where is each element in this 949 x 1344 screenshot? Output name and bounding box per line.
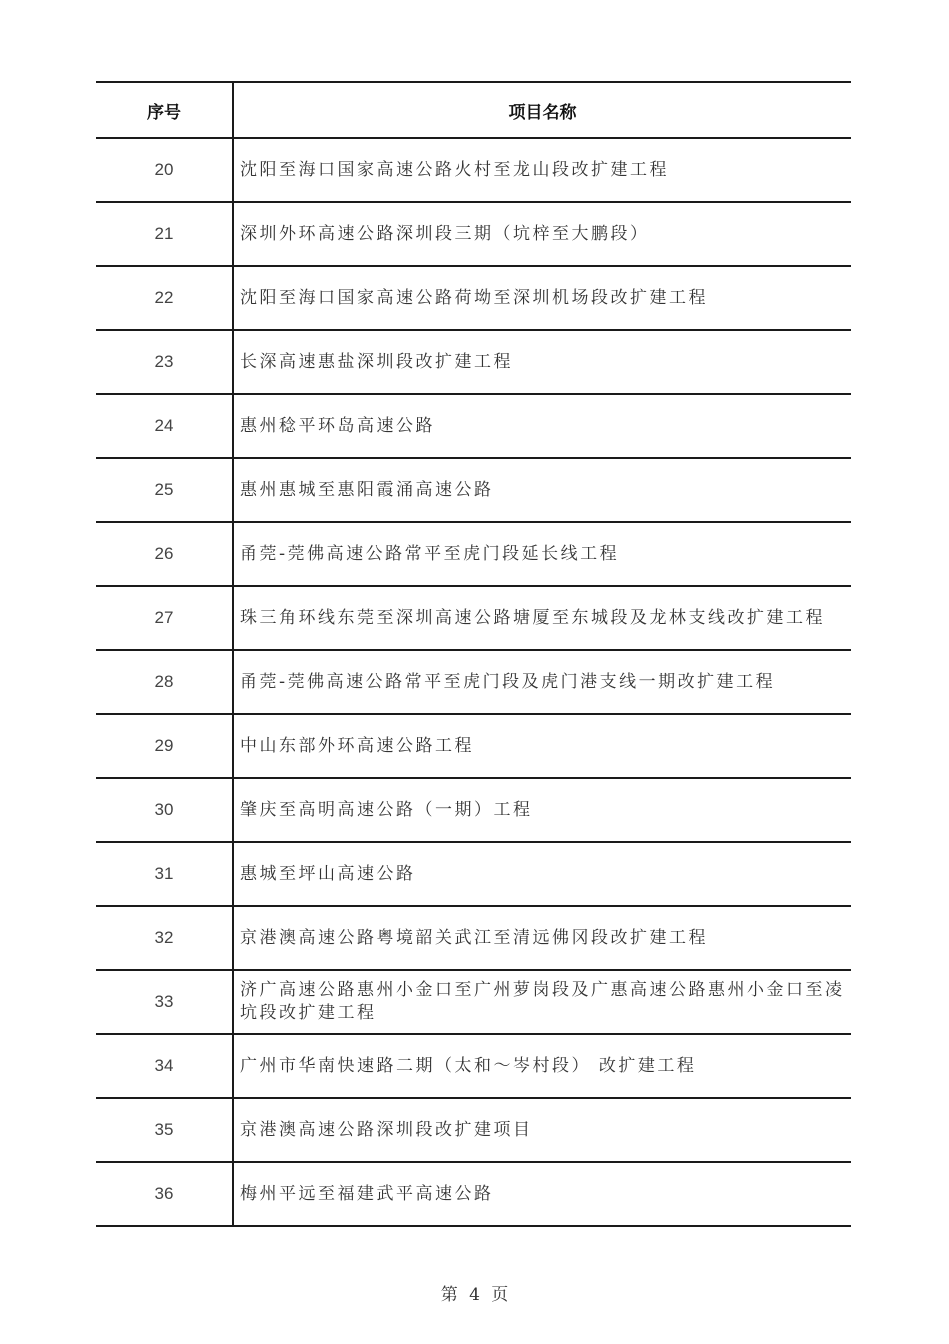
row-project-name: 深圳外环高速公路深圳段三期（坑梓至大鹏段） [233, 202, 851, 266]
row-project-name: 沈阳至海口国家高速公路荷坳至深圳机场段改扩建工程 [233, 266, 851, 330]
row-project-name: 梅州平远至福建武平高速公路 [233, 1162, 851, 1226]
table-row [96, 1162, 851, 1226]
table-row [96, 778, 851, 842]
row-index: 21 [96, 202, 233, 266]
row-project-name: 甬莞-莞佛高速公路常平至虎门段及虎门港支线一期改扩建工程 [233, 650, 851, 714]
row-index: 22 [96, 266, 233, 330]
row-project-name: 京港澳高速公路粤境韶关武江至清远佛冈段改扩建工程 [233, 906, 851, 970]
table-row [96, 1034, 851, 1098]
table-row [96, 1098, 851, 1162]
table-row [96, 266, 851, 330]
table-row [96, 330, 851, 394]
row-project-name: 长深高速惠盐深圳段改扩建工程 [233, 330, 851, 394]
header-project-name: 项目名称 [233, 82, 851, 138]
table-row [96, 970, 851, 1034]
row-index: 23 [96, 330, 233, 394]
row-index: 28 [96, 650, 233, 714]
table-row [96, 458, 851, 522]
table-row [96, 842, 851, 906]
table-row [96, 586, 851, 650]
table-row [96, 650, 851, 714]
table-row [96, 202, 851, 266]
row-project-name: 中山东部外环高速公路工程 [233, 714, 851, 778]
row-index: 36 [96, 1162, 233, 1226]
row-index: 30 [96, 778, 233, 842]
row-index: 29 [96, 714, 233, 778]
table-row [96, 394, 851, 458]
table-row [96, 522, 851, 586]
project-table [96, 81, 851, 1227]
row-index: 33 [96, 970, 233, 1034]
row-project-name: 惠城至坪山高速公路 [233, 842, 851, 906]
table-row [96, 138, 851, 202]
row-index: 34 [96, 1034, 233, 1098]
row-project-name: 甬莞-莞佛高速公路常平至虎门段延长线工程 [233, 522, 851, 586]
row-project-name: 珠三角环线东莞至深圳高速公路塘厦至东城段及龙林支线改扩建工程 [233, 586, 851, 650]
row-index: 31 [96, 842, 233, 906]
row-index: 25 [96, 458, 233, 522]
row-index: 26 [96, 522, 233, 586]
row-project-name: 广州市华南快速路二期（太和～岑村段） 改扩建工程 [233, 1034, 851, 1098]
row-project-name: 济广高速公路惠州小金口至广州萝岗段及广惠高速公路惠州小金口至凌坑段改扩建工程 [233, 970, 851, 1034]
row-project-name: 京港澳高速公路深圳段改扩建项目 [233, 1098, 851, 1162]
table-row [96, 906, 851, 970]
table-row [96, 714, 851, 778]
row-index: 32 [96, 906, 233, 970]
header-index: 序号 [96, 82, 233, 138]
row-project-name: 惠州稔平环岛高速公路 [233, 394, 851, 458]
row-index: 27 [96, 586, 233, 650]
table-header-row [96, 82, 851, 138]
row-project-name: 肇庆至高明高速公路（一期）工程 [233, 778, 851, 842]
row-index: 24 [96, 394, 233, 458]
row-index: 35 [96, 1098, 233, 1162]
row-project-name: 惠州惠城至惠阳霞涌高速公路 [233, 458, 851, 522]
row-project-name: 沈阳至海口国家高速公路火村至龙山段改扩建工程 [233, 138, 851, 202]
row-index: 20 [96, 138, 233, 202]
page-number: 第 4 页 [440, 1285, 509, 1305]
